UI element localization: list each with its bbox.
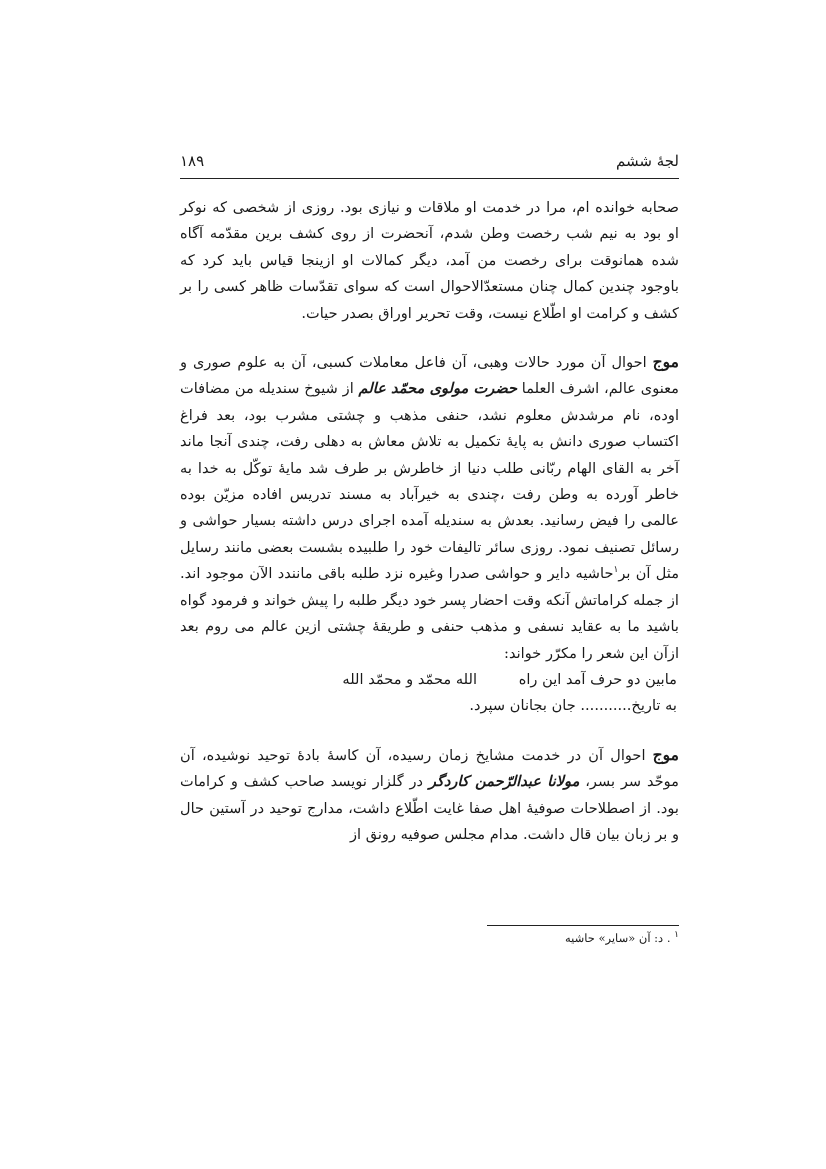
person-name: حضرت مولوی محمّد عالم <box>358 380 517 398</box>
paragraph-text: احوال آن مورد حالات وهبی، آن فاعل معاملات کسبی، آن به علوم صوری و معنوی عالم، اشرف العلما <box>180 354 680 398</box>
page-number: ۱۸۹ <box>180 152 205 170</box>
paragraph-continued: صحابه خوانده ام، مرا در خدمت او ملاقات و نیازی بود. روزی از شخصی که نوکر او بود به نیم شب رخصت وطن شدم، آنحضرت از روی کشف برین مقدّمه آگاه شده همانوقت برای رخصت من آمد، دیگر کمالات او ازینجا قیاس باید کرد که باوجود چندین کمال چنان مستعدّالاحوال است که سوای تقدّسات ظاهر کسی را بر کشف و کرامت او اطّلاع نیست، وقت تحریر اوراق بصدر حیات. <box>180 199 679 322</box>
main-text <box>180 195 679 848</box>
footnote-reference: ۱ <box>613 565 619 576</box>
paragraph-abdurrahman <box>180 742 679 849</box>
verse-hemistich-2: الله محمّد و محمّد الله <box>342 670 477 688</box>
footnote <box>180 931 679 945</box>
section-lead-word: موج <box>652 744 679 764</box>
paragraph-text: در گلزار نویسد صاحب کشف و کرامات بود. از اصطلاحات صوفیهٔ اهل صفا غایت اطّلاع داشت، مدارج توحید در آستین حال و بر زبان بیان قال داشت. مدام مجلس صوفیه رونق از <box>180 773 679 843</box>
verse-line <box>180 667 679 693</box>
footnote-divider <box>487 925 679 926</box>
chapter-title: لجهٔ ششم <box>616 152 679 170</box>
person-name: مولانا عبدالرّحمن کاردگر <box>428 773 580 791</box>
paragraph-text: احوال آن در خدمت مشایخ زمان رسیده، آن کاسهٔ بادهٔ توحید نوشیده، آن موحّد سر بسر، <box>180 746 679 791</box>
verse-hemistich-1: مابین دو حرف آمد این راه <box>518 670 677 688</box>
paragraph-text: حاشیه دایر و حواشی صدرا وغیره نزد طلبه باقی مانندد الآن موجود اند. از جمله کراماتش آنکه وقت احضار پسر خود دیگر طلبه را پیش خواند و فرمود گواه باشید ما به عقاید نسفی و مذهب حنفی و طریقهٔ چشتی ازین عالم می روم بعد ازآن این شعر را مکرّر خواند: <box>180 565 679 662</box>
running-header <box>180 150 679 179</box>
footnote-number: ۱ <box>674 930 679 941</box>
section-lead-word: موج <box>652 352 679 372</box>
paragraph-text: از شیوخ سندیله من مضافات اوده، نام مرشدش معلوم نشد، حنفی مذهب و چشتی مشرب بود، بعد فراغ اکتساب صوری دانش به پایهٔ تکمیل به تلاش معاش به دهلی رفت، چندی آنجا ماند آخر به القای الهام ربّانی طلب دنیا از خاطرش بر طرف شد مایهٔ توکّل به خدا به خاطر آورده به وطن رفت ،چندی به خیرآباد به مسند تدریس افاده مزیّن بوده عالمی را فیض رسانید. بعدش به سندیله آمده اجرای درس داشته بسیار حواشی و رسائل تصنیف نمود. روزی سائر تالیفات خود را طلبیده بشست بعضی مانند رسایل مثل آن بر <box>180 380 680 583</box>
paragraph-mohammad-alim <box>180 349 679 667</box>
date-line: به تاریخ........... جان بجانان سپرد. <box>469 697 677 715</box>
footnote-text: . د: آن «سایر» حاشیه <box>564 931 675 945</box>
